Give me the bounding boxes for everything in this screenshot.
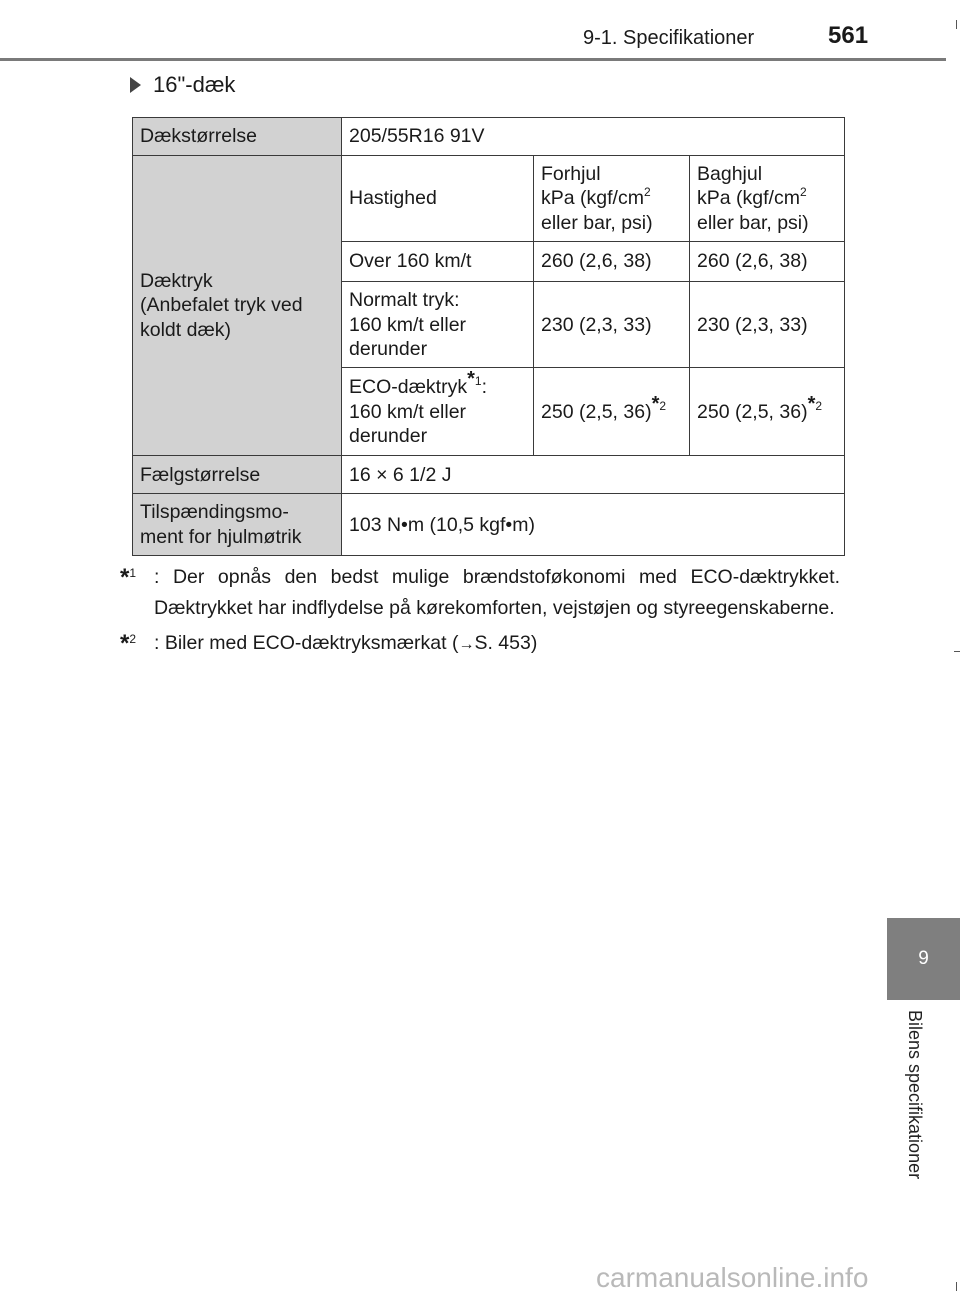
footnote-2 xyxy=(120,628,840,661)
tire-size-label: Dækstørrelse xyxy=(133,118,342,156)
eco-speed-head: ECO-dæktryk xyxy=(349,376,468,399)
section-title: 9-1. Specifikationer xyxy=(583,27,755,49)
crop-mark xyxy=(956,20,957,29)
front-header-text: Forhjul kPa (kgf/cm xyxy=(541,163,644,210)
rim-size-label: Fælgstørrelse xyxy=(133,456,342,494)
eco-rear-pressure-cell xyxy=(690,368,845,456)
footnote-star: * xyxy=(807,392,816,415)
watermark: carmanualsonline.info xyxy=(596,1262,869,1293)
table-row xyxy=(133,156,845,242)
speed-cell: Over 160 km/t xyxy=(342,242,534,282)
front-pressure-cell: 260 (2,6, 38) xyxy=(534,242,690,282)
superscript: 2 xyxy=(799,185,807,200)
page-number: 561 xyxy=(828,22,869,49)
rear-pressure-cell: 260 (2,6, 38) xyxy=(690,242,845,282)
chapter-tab: 9 xyxy=(887,918,960,1000)
superscript: 2 xyxy=(643,185,651,200)
pressure-label: Dæktryk (Anbefalet tryk ved koldt dæk) xyxy=(133,156,342,456)
speed-header: Hastighed xyxy=(342,156,534,242)
front-pressure-cell: 230 (2,3, 33) xyxy=(534,282,690,368)
eco-speed-tail: : 160 km/t eller derunder xyxy=(349,376,488,447)
torque-label: Tilspændingsmo- ment for hjulmøtrik xyxy=(133,494,342,556)
rim-size-value: 16 × 6 1/2 J xyxy=(342,456,845,494)
rear-header-text: Baghjul kPa (kgf/cm xyxy=(697,163,800,210)
footnotes xyxy=(120,562,840,665)
crop-mark xyxy=(954,651,960,652)
footnote-star: * xyxy=(651,392,660,415)
eco-front-pressure-cell xyxy=(534,368,690,456)
front-header xyxy=(534,156,690,242)
torque-value: 103 N•m (10,5 kgf•m) xyxy=(342,494,845,556)
footnote-marker xyxy=(120,628,154,661)
footnote-marker xyxy=(120,562,154,624)
tire-spec-table xyxy=(132,117,845,556)
rear-header xyxy=(690,156,845,242)
footnote-star: * xyxy=(120,630,130,657)
heading-text: 16"-dæk xyxy=(153,72,236,97)
footnote-star: * xyxy=(120,564,130,591)
crop-mark xyxy=(956,1282,957,1291)
footnote-ref: 2 xyxy=(129,632,137,646)
rear-header-tail: eller bar, psi) xyxy=(697,211,809,234)
arrow-icon: → xyxy=(458,636,475,653)
footnote-ref: 2 xyxy=(659,398,667,413)
footnote-text-before: : Biler med ECO-dæktryksmærkat ( xyxy=(154,632,459,654)
footnote-ref: 1 xyxy=(474,374,482,389)
eco-speed-cell xyxy=(342,368,534,456)
footnote-ref: 2 xyxy=(815,398,823,413)
footnote-text: : Der opnås den bedst mulige brændstoføkonomi med ECO-dæktrykket. Dæktrykket har indflydelse på kørekomforten, vejstøjen og styreegenskaberne. xyxy=(154,566,840,619)
eco-rear-value: 250 (2,5, 36) xyxy=(697,400,808,423)
front-header-tail: eller bar, psi) xyxy=(541,211,653,234)
table-row xyxy=(133,494,845,556)
section-heading xyxy=(130,72,235,98)
triangle-bullet-icon xyxy=(130,77,141,93)
header-rule xyxy=(0,58,946,61)
eco-front-value: 250 (2,5, 36) xyxy=(541,400,652,423)
table-row xyxy=(133,118,845,156)
table-row xyxy=(133,456,845,494)
tire-size-value: 205/55R16 91V xyxy=(342,118,845,156)
speed-cell: Normalt tryk: 160 km/t eller derunder xyxy=(342,282,534,368)
footnote-star: * xyxy=(467,368,475,391)
footnote-ref: 1 xyxy=(129,566,137,580)
footnote-1 xyxy=(120,562,840,624)
footnote-text xyxy=(154,628,537,661)
rear-pressure-cell: 230 (2,3, 33) xyxy=(690,282,845,368)
page-reference-link[interactable]: S. 453) xyxy=(474,632,538,654)
chapter-title: Bilens specifikationer xyxy=(905,1010,925,1180)
